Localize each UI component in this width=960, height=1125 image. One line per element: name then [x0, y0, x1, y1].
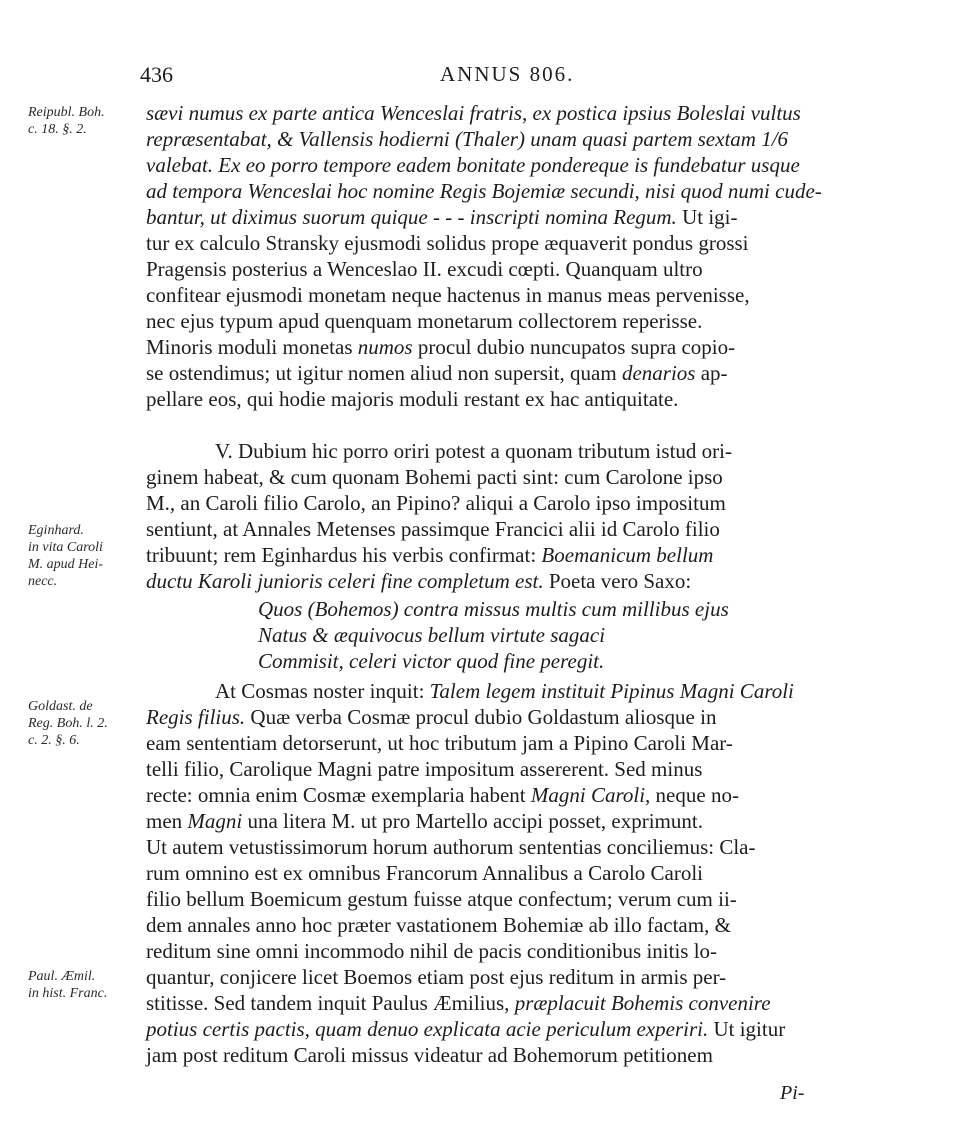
- margin-line: Reg. Boh. l. 2.: [28, 716, 108, 731]
- margin-line: c. 2. §. 6.: [28, 733, 80, 748]
- text-line: [146, 704, 716, 730]
- margin-line: in hist. Franc.: [28, 986, 108, 1001]
- text-run: se ostendimus; ut igitur nomen aliud non supersit, quam: [146, 361, 617, 385]
- text-line: ginem habeat, & cum quonam Bohemi pacti sint: cum Carolone ipso: [146, 465, 723, 489]
- margin-line: Goldast. de: [28, 699, 93, 714]
- text-line: reditum sine omni incommodo nihil de pacis conditionibus initis lo-: [146, 939, 718, 963]
- text-line: tur ex calculo Stransky ejusmodi solidus prope æquaverit pondus grossi: [146, 231, 749, 255]
- text-line: [146, 782, 739, 808]
- margin-line: Eginhard.: [28, 523, 84, 538]
- margin-line: Reipubl. Boh.: [28, 105, 105, 120]
- margin-line: necc.: [28, 574, 58, 589]
- text-line: sentiunt, at Annales Metenses passimque Francici alii id Carolo filio: [146, 517, 720, 541]
- text-line: sævi numus ex parte antica Wenceslai fratris, ex postica ipsius Boleslai vultus: [146, 101, 801, 125]
- margin-line: Paul. Æmil.: [28, 969, 96, 984]
- verse-line: Natus & æquivocus bellum virtute sagaci: [258, 623, 606, 647]
- text-line: filio bellum Boemicum gestum fuisse atque confectum; verum cum ii-: [146, 887, 737, 911]
- verse-line: Quos (Bohemos) contra missus multis cum millibus ejus: [258, 597, 729, 621]
- text-run: numos: [357, 335, 413, 359]
- text-line: eam sententiam detorserunt, ut hoc tributum jam a Pipino Caroli Mar-: [146, 731, 733, 755]
- text-run: Ut igitur: [713, 1017, 786, 1041]
- text-run: Boemanicum bellum: [541, 543, 714, 567]
- text-run: Poeta vero Saxo:: [548, 569, 692, 593]
- page-number: 436: [140, 62, 173, 87]
- text-run: potius certis pactis, quam denuo explicata acie periculum experiri.: [146, 1017, 709, 1041]
- text-line: Pragensis posterius a Wenceslao II. excudi cœpti. Quanquam ultro: [146, 257, 703, 281]
- margin-line: M. apud Hei-: [28, 557, 104, 572]
- verse-line: Commisit, celeri victor quod fine peregit.: [258, 649, 605, 673]
- text-run: Talem legem instituit Pipinus Magni Caroli: [429, 679, 794, 703]
- text-run: ductu Karoli junioris celeri fine completum est.: [146, 569, 544, 593]
- text-line: Ut autem vetustissimorum horum authorum sententias conciliemus: Cla-: [146, 835, 756, 859]
- text-run: ap-: [700, 361, 728, 385]
- text-line: repræsentabat, & Vallensis hodierni (Thaler) unam quasi partem sextam 1/6: [146, 127, 789, 151]
- text-line: dem annales anno hoc præter vastationem Bohemiæ ab illo factam, &: [146, 913, 731, 937]
- page-header: [0, 62, 960, 92]
- text-run: Regis filius.: [146, 705, 246, 729]
- text-line: [146, 542, 713, 568]
- text-run: At Cosmas noster inquit:: [215, 679, 425, 703]
- text-line: confitear ejusmodi monetam neque hactenus in manus meas pervenisse,: [146, 283, 750, 307]
- text-run: Quæ verba Cosmæ procul dubio Goldastum aliosque in: [250, 705, 717, 729]
- margin-line: c. 18. §. 2.: [28, 122, 87, 137]
- text-run: men: [146, 809, 183, 833]
- text-line: [146, 334, 735, 360]
- text-run: Ut igi-: [682, 205, 738, 229]
- text-line: nec ejus typum apud quenquam monetarum collectorem reperisse.: [146, 309, 703, 333]
- text-line: M., an Caroli filio Carolo, an Pipino? aliqui a Carolo ipso impositum: [146, 491, 726, 515]
- text-line: telli filio, Carolique Magni patre impositum assererent. Sed minus: [146, 757, 703, 781]
- text-line: rum omnino est ex omnibus Francorum Annalibus a Carolo Caroli: [146, 861, 704, 885]
- catchword: Pi-: [780, 1082, 805, 1104]
- running-head: ANNUS 806.: [440, 62, 575, 86]
- text-run: denarios: [621, 361, 696, 385]
- text-run: una litera M. ut pro Martello accipi posset, exprimunt.: [247, 809, 703, 833]
- text-run: Magni: [187, 809, 243, 833]
- text-line: [146, 808, 703, 834]
- text-line: [146, 360, 728, 386]
- text-line: quantur, conjicere licet Boemos etiam post ejus reditum in armis per-: [146, 965, 727, 989]
- text-run: Magni Caroli,: [530, 783, 651, 807]
- text-line: [146, 568, 691, 594]
- text-run: stitisse. Sed tandem inquit Paulus Æmilius,: [146, 991, 510, 1015]
- text-run: neque no-: [655, 783, 739, 807]
- text-line: valebat. Ex eo porro tempore eadem bonitate pondereque is fundebatur usque: [146, 153, 800, 177]
- text-line: [146, 1016, 785, 1042]
- text-line: [146, 990, 771, 1016]
- margin-note-reipubl: [28, 104, 146, 138]
- text-run: bantur, ut diximus suorum quique - - - inscripti nomina Regum.: [146, 205, 677, 229]
- text-line: pellare eos, qui hodie majoris moduli restant ex hac antiquitate.: [146, 387, 679, 411]
- margin-line: in vita Caroli: [28, 540, 103, 555]
- text-run: tribuunt; rem Eginhardus his verbis confirmat:: [146, 543, 537, 567]
- text-run: Minoris moduli monetas: [146, 335, 353, 359]
- text-run: præplacuit Bohemis convenire: [514, 991, 771, 1015]
- text-line: [215, 678, 794, 704]
- text-line: V. Dubium hic porro oriri potest a quonam tributum istud ori-: [215, 439, 732, 463]
- text-line: ad tempora Wenceslai hoc nomine Regis Bojemiæ secundi, nisi quod numi cude-: [146, 179, 822, 203]
- margin-note-paul-aemil: [28, 968, 146, 1002]
- text-run: recte: omnia enim Cosmæ exemplaria habent: [146, 783, 526, 807]
- margin-note-eginhard: [28, 522, 146, 590]
- text-line: [146, 204, 737, 230]
- text-run: procul dubio nuncupatos supra copio-: [417, 335, 736, 359]
- margin-note-goldast: [28, 698, 146, 749]
- text-line: jam post reditum Caroli missus videatur ad Bohemorum petitionem: [146, 1043, 713, 1067]
